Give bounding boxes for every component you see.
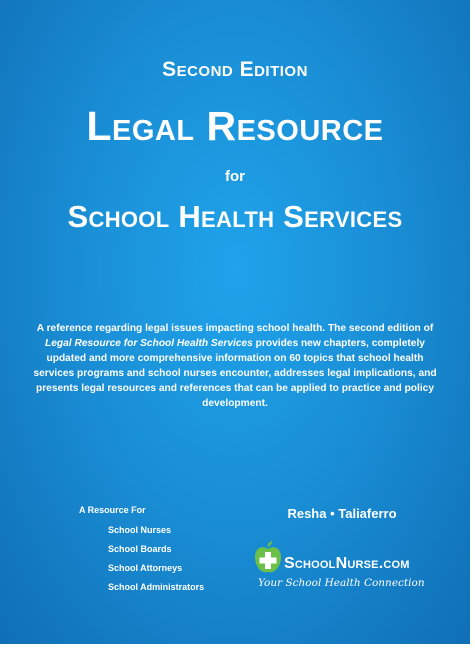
book-title: Legal Resource <box>86 103 384 149</box>
audience-item: School Administrators <box>108 582 205 592</box>
publisher-tagline: Your School Health Connection <box>258 577 425 589</box>
title-connector: for <box>225 168 245 185</box>
audience-item: School Boards <box>108 544 172 554</box>
edition-label: Second Edition <box>162 58 308 81</box>
description-book-title: Legal Resource for School Health Services <box>45 338 253 349</box>
publisher-name: SchoolNurse.com <box>284 555 410 572</box>
description-text-2: provides new chapters, completely updated and more comprehensive information on 60 topics that school health services programs and school nurses encounter, addresses legal implications, and presents legal resources and references that can be applied to practice and policy development. <box>33 338 437 409</box>
audience-list <box>108 521 204 597</box>
description <box>28 321 442 411</box>
publisher-logo <box>254 541 454 593</box>
audience-item: School Nurses <box>108 525 172 535</box>
description-text-1: A reference regarding legal issues impacting school health. The second edition of <box>36 323 434 334</box>
apple-cross-icon <box>254 541 282 575</box>
book-subtitle: School Health Services <box>67 199 403 234</box>
authors: Resha • Taliaferro <box>287 506 397 521</box>
audience-item: School Attorneys <box>108 563 183 573</box>
resource-heading: A Resource For <box>79 505 146 515</box>
